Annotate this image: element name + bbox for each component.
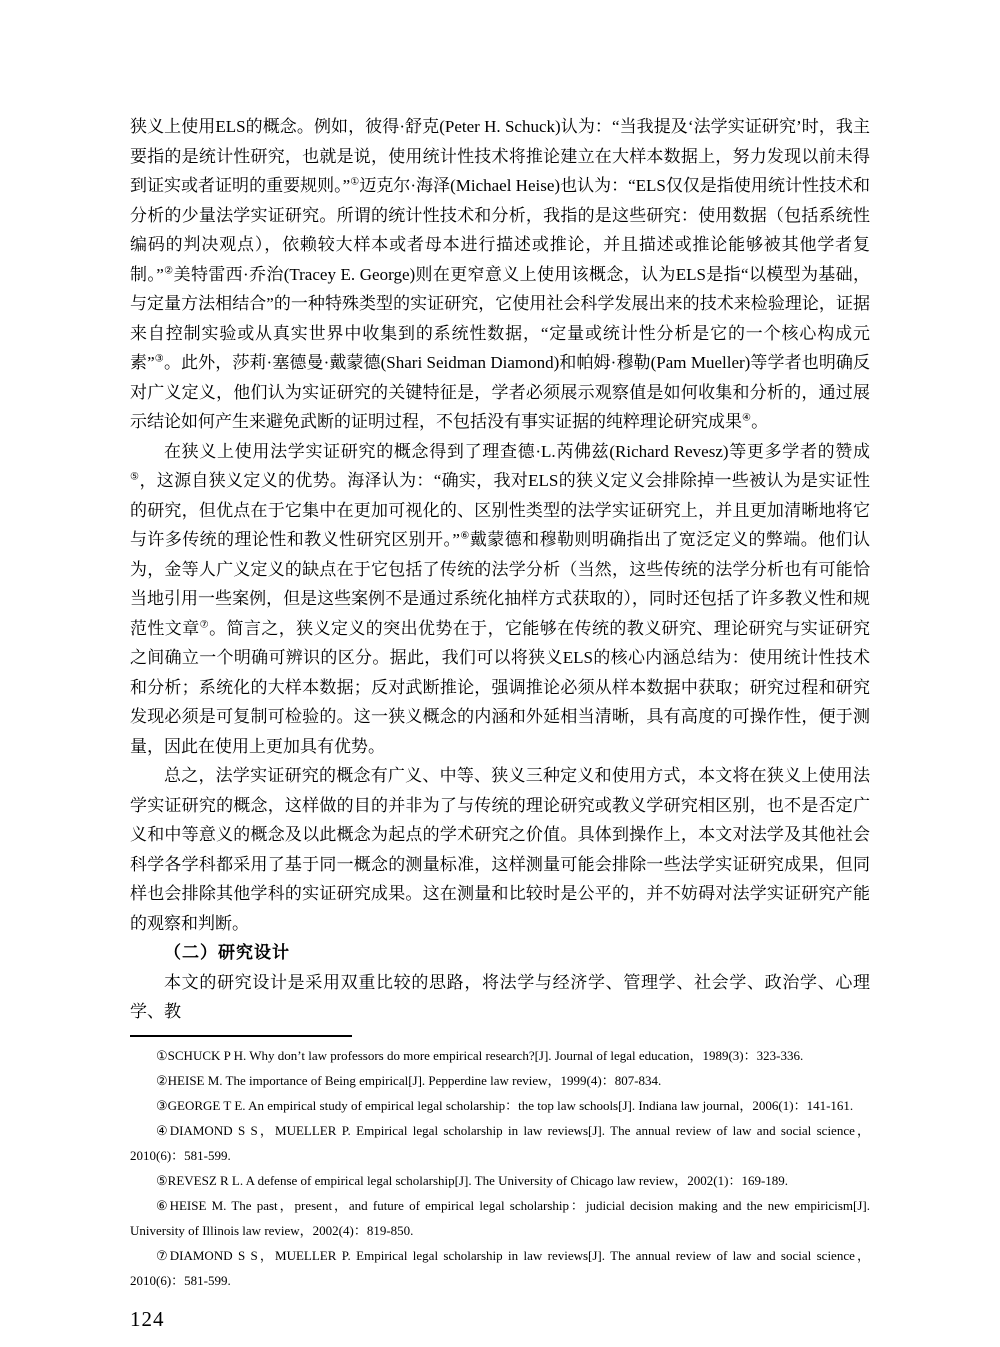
footnote-item: ②HEISE M. The importance of Being empirical[J]. Pepperdine law review，1999(4)：807-834. [156, 1072, 662, 1088]
footnote-ref: ① [350, 176, 360, 188]
footnote-item: ⑦DIAMOND S S，MUELLER P. Empirical legal scholarship in law reviews[J]. The annual review of law and social science，2010(6)：581-599. [130, 1247, 870, 1288]
footnote-separator-rule [130, 1035, 352, 1037]
body-paragraph: 本文的研究设计是采用双重比较的思路，将法学与经济学、管理学、社会学、政治学、心理学、教 [130, 972, 870, 1021]
footnote-ref: ⑦ [199, 618, 210, 630]
body-paragraph: 在狭义上使用法学实证研究的概念得到了理查德·L.芮佛兹(Richard Revesz)等更多学者的赞成⑤，这源自狭义定义的优势。海泽认为：“确实，我对ELS的狭义定义会排除掉一些被认为是实证性的研究，但优点在于它集中在更加可视化的、区别性类型的法学实证研究上，并且更加清晰地将它与许多传统的理论性和教义性研究区别开。”⑥戴蒙德和穆勒则明确指出了宽泛定义的弊端。他们认为，金等人广义定义的缺点在于它包括了传统的法学分析（当然，这些传统的法学分析也有可能恰当地引用一些案例，但是这些案例不是通过系统化抽样方式获取的），同时还包括了许多教义性和规范性文章⑦。简言之，狭义定义的突出优势在于，它能够在传统的教义研究、理论研究与实证研究之间确立一个明确可辨识的区分。据此，我们可以将狭义ELS的核心内涵总结为：使用统计性技术和分析；系统化的大样本数据；反对武断推论，强调推论必须从样本数据中获取；研究过程和研究发现必须是可复制可检验的。这一狭义概念的内涵和外延相当清晰，具有高度的可操作性，便于测量，因此在使用上更加具有优势。 [130, 441, 871, 756]
page-content [130, 112, 870, 1332]
footnote-item: ⑥HEISE M. The past，present，and future of empirical legal scholarship：judicial decision making and the new empiricism[J]. University of Illinois law review，2002(4)：819-850. [130, 1197, 870, 1238]
page-number: 124 [130, 1306, 165, 1331]
footnotes-block [130, 1043, 870, 1293]
footnote-ref: ④ [742, 412, 752, 424]
footnote-ref: ② [163, 264, 174, 276]
footnote-item: ⑤REVESZ R L. A defense of empirical legal scholarship[J]. The University of Chicago law review，2002(1)：169-189. [156, 1172, 789, 1188]
body-paragraph: 总之，法学实证研究的概念有广义、中等、狭义三种定义和使用方式，本文将在狭义上使用法学实证研究的概念，这样做的目的并非为了与传统的理论研究或教义学研究相区别，也不是否定广义和中等意义的概念及以此概念为起点的学术研究之价值。具体到操作上，本文对法学及其他社会科学各学科都采用了基于同一概念的测量标准，这样测量可能会排除一些法学实证研究成果，但同样也会排除其他学科的实证研究成果。这在测量和比较时是公平的，并不妨碍对法学实证研究产能的观察和判断。 [130, 766, 870, 933]
section-heading: （二）研究设计 [164, 943, 290, 962]
footnote-item: ①SCHUCK P H. Why don’t law professors do more empirical research?[J]. Journal of legal education，1989(3)：323-336. [156, 1047, 804, 1063]
footnote-ref: ③ [154, 353, 164, 365]
footnote-ref: ⑥ [459, 530, 470, 542]
footnote-ref: ⑤ [130, 471, 140, 483]
body-paragraph: 狭义上使用ELS的概念。例如，彼得·舒克(Peter H. Schuck)认为：“当我提及‘法学实证研究’时，我主要指的是统计性研究，也就是说，使用统计性技术将推论建立在大样本数据上，努力发现以前未得到证实或者证明的重要规则。”①迈克尔·海泽(Michael Heise)也认为：“ELS仅仅是指使用统计性技术和分析的少量法学实证研究。所谓的统计性技术和分析，我指的是这些研究：使用数据（包括系统性编码的判决观点），依赖较大样本或者母本进行描述或推论，并且描述或推论能够被其他学者复制。”②美特雷西·乔治(Tracey E. George)则在更窄意义上使用该概念，认为ELS是指“以模型为基础，与定量方法相结合”的一种特殊类型的实证研究，它使用社会科学发展出来的技术来检验理论，证据来自控制实验或从真实世界中收集到的系统性数据，“定量或统计性分析是它的一个核心构成元素”③。此外，莎莉·塞德曼·戴蒙德(Shari Seidman Diamond)和帕姆·穆勒(Pam Mueller)等学者也明确反对广义定义，他们认为实证研究的关键特征是，学者必须展示观察值是如何收集和分析的，通过展示结论如何产生来避免武断的证明过程，不包括没有事实证据的纯粹理论研究成果④。 [130, 117, 871, 431]
footnote-item: ④DIAMOND S S，MUELLER P. Empirical legal scholarship in law reviews[J]. The annual review of law and social science，2010(6)：581-599. [130, 1122, 870, 1163]
footnote-item: ③GEORGE T E. An empirical study of empirical legal scholarship：the top law schools[J]. Indiana law journal，2006(1)：141-161. [156, 1097, 854, 1113]
article-body [130, 112, 870, 1027]
